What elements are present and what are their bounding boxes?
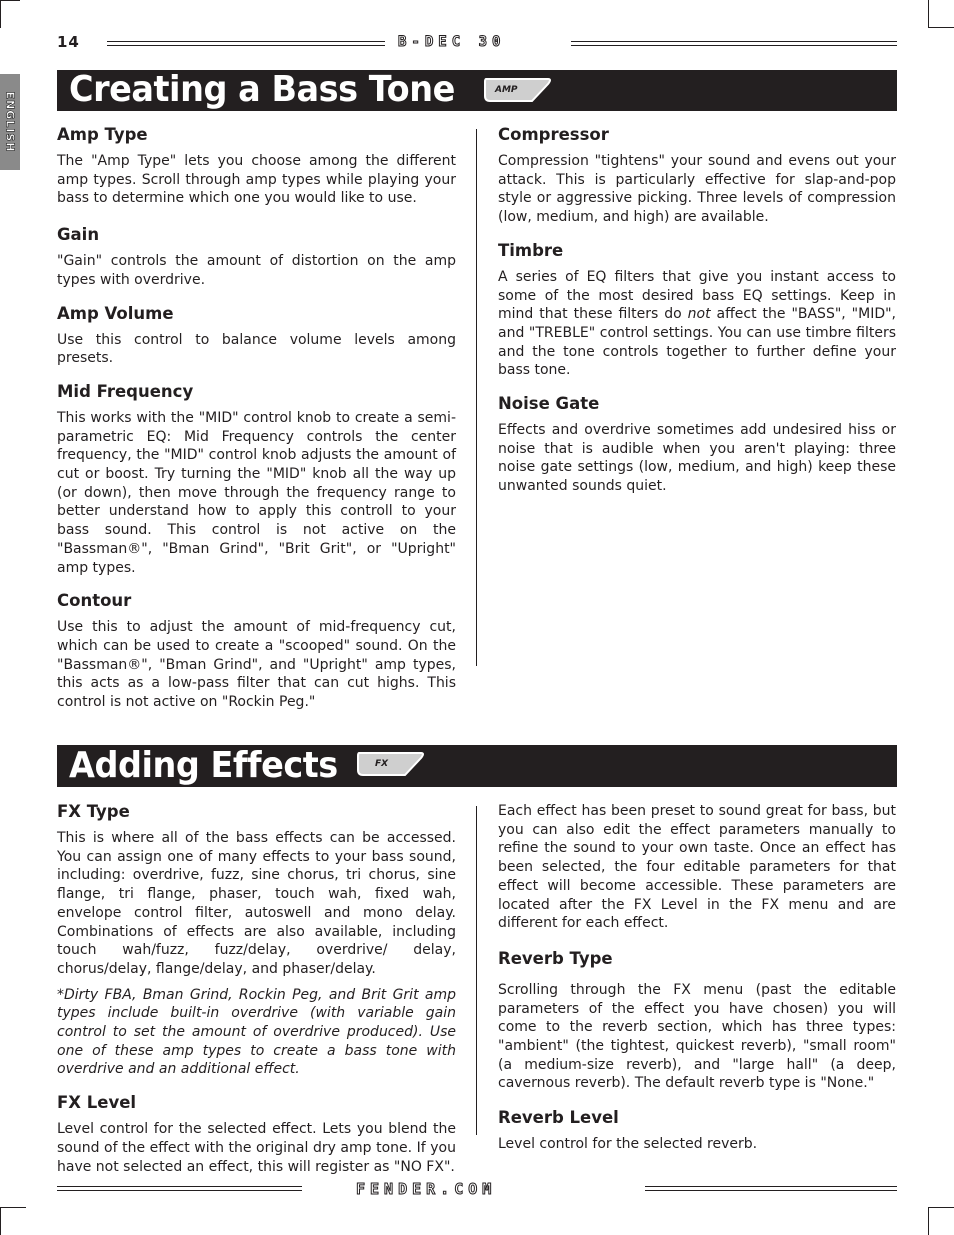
section-banner-bass-tone	[57, 70, 897, 111]
heading-fx-type: FX Type	[57, 802, 130, 821]
bass-tone-left-column	[57, 125, 456, 726]
heading-mid-frequency: Mid Frequency	[57, 381, 194, 401]
fx-badge-icon	[355, 748, 427, 780]
column-divider	[476, 129, 477, 666]
text-mid-frequency: This works with the "MID" control knob to create a semi-parametric EQ: Mid Frequency controls the center frequency, the "MID" control knob adjusts the amount of cut or boost. Try turning the "MID" knob all the way up (or down), then move through the frequency range to better understand how to apply this controll to your bass sound. This control is not active on the "Bassman®", "Bman Grind", "Brit Grit", or "Upright" amp types.	[57, 409, 456, 576]
column-divider	[476, 806, 477, 1135]
model-logo: B-DEC 30	[398, 34, 506, 50]
text-effects-intro: Each effect has been preset to sound great for bass, but you can also edit the effect parameters manually to refine the sound to your own taste. Once an effect has been selected, the four editable parameters for that effect will become accessible. These parameters are located after the FX Level in the FX menu and are different for each effect.	[498, 803, 896, 932]
footer-rule-right	[645, 1186, 897, 1191]
site-logo: FENDER.COM	[356, 1180, 497, 1198]
header-rule-left	[107, 41, 385, 46]
heading-reverb-level: Reverb Level	[498, 1108, 619, 1128]
section-title: Creating a Bass Tone	[69, 69, 455, 110]
crop-mark	[0, 0, 1, 28]
heading-reverb-type: Reverb Type	[498, 948, 613, 968]
heading-amp-type: Amp Type	[57, 125, 148, 144]
heading-noise-gate: Noise Gate	[498, 394, 600, 414]
bass-tone-right-column	[498, 125, 896, 510]
text-amp-type: The "Amp Type" lets you choose among the different amp types. Scroll through amp types while playing your bass to determine which one you would like to use.	[57, 153, 456, 207]
text-gain: "Gain" controls the amount of distortion on the amp types with overdrive.	[57, 253, 456, 288]
section-title: Adding Effects	[69, 745, 338, 786]
heading-fx-level: FX Level	[57, 1093, 137, 1113]
page-number: 14	[57, 33, 80, 51]
heading-compressor: Compressor	[498, 125, 609, 144]
text-contour: Use this to adjust the amount of mid-frequency cut, which can be used to create a "scooped" sound. On the "Bassman®", "Bman Grind", and "Upright" amp types, this acts as a low-pass filter that can cut highs. This control is not active on "Rockin Peg."	[57, 619, 456, 711]
text-timbre-emphasis: not	[687, 306, 711, 323]
crop-mark	[0, 1207, 1, 1235]
heading-gain: Gain	[57, 225, 100, 245]
crop-mark	[0, 1207, 26, 1208]
effects-left-column	[57, 802, 456, 1190]
text-fx-note: *Dirty FBA, Bman Grind, Rockin Peg, and Brit Grit amp types include built-in overdrive (with variable gain control to set the amount of overdrive produced). Use one of these amp types to create a bass tone with overdrive and an additional effect.	[57, 986, 456, 1078]
amp-badge-label: AMP	[495, 85, 518, 95]
text-timbre	[498, 268, 896, 380]
effects-right-column	[498, 802, 896, 1168]
text-compressor: Compression "tightens" your sound and evens out your attack. This is particularly effective for slap-and-pop style or aggressive picking. Three levels of compression (low, medium, and high) are available.	[498, 153, 896, 226]
text-timbre-part: affect the "BASS", "MID", and "TREBLE" control settings. You can use timbre filters and the tone controls together to further define your bass tone.	[498, 306, 896, 379]
crop-mark	[0, 0, 20, 1]
heading-amp-volume: Amp Volume	[57, 303, 174, 323]
text-amp-volume: Use this control to balance volume levels among presets.	[57, 331, 456, 367]
text-fx-type: This is where all of the bass effects can be accessed. You can assign one of many effects to your bass sound, including: overdrive, fuzz, sine chorus, tri chorus, sine flange, tri flange, phaser, touch wah, fixed wah, envelope control filter, autoswell and mono delay. Combinations of effects are also available, including touch wah/fuzz, fuzz/delay, overdrive/ delay, chorus/delay, flange/delay, and phaser/delay.	[57, 830, 456, 977]
header-rule-right	[571, 41, 897, 46]
crop-mark	[928, 27, 954, 28]
text-fx-level: Level control for the selected effect. Lets you blend the sound of the effect with the original dry amp tone. If you have not selected an effect, this will register as "NO FX".	[57, 1121, 456, 1175]
language-tab-label: ENGLISH	[3, 91, 17, 153]
crop-mark	[928, 1207, 929, 1235]
language-tab	[0, 74, 20, 170]
text-timbre-part: A series of EQ filters that give you instant access to some of the most desired bass EQ settings. Keep in mind that these filters do	[498, 268, 896, 323]
footer-rule-left	[57, 1186, 302, 1191]
text-noise-gate: Effects and overdrive sometimes add undesired hiss or noise that is audible when you aren't playing: three noise gate settings (low, medium, and high) keep these unwanted sounds quiet.	[498, 422, 896, 495]
section-banner-effects	[57, 745, 897, 787]
text-reverb-level: Level control for the selected reverb.	[498, 1136, 758, 1153]
heading-contour: Contour	[57, 591, 132, 611]
text-reverb-type: Scrolling through the FX menu (past the editable parameters of the effect you have chosen) you will come to the reverb section, which has three types: "ambient" (the tightest, quickest reverb), "small room" (a medium-size reverb), and "large hall" (a deep, cavernous reverb). The default reverb type is "None."	[498, 981, 896, 1092]
fx-badge-label: FX	[375, 759, 389, 769]
crop-mark	[928, 1207, 954, 1208]
amp-badge-icon	[482, 74, 554, 106]
heading-timbre: Timbre	[498, 240, 564, 260]
crop-mark	[928, 0, 929, 28]
